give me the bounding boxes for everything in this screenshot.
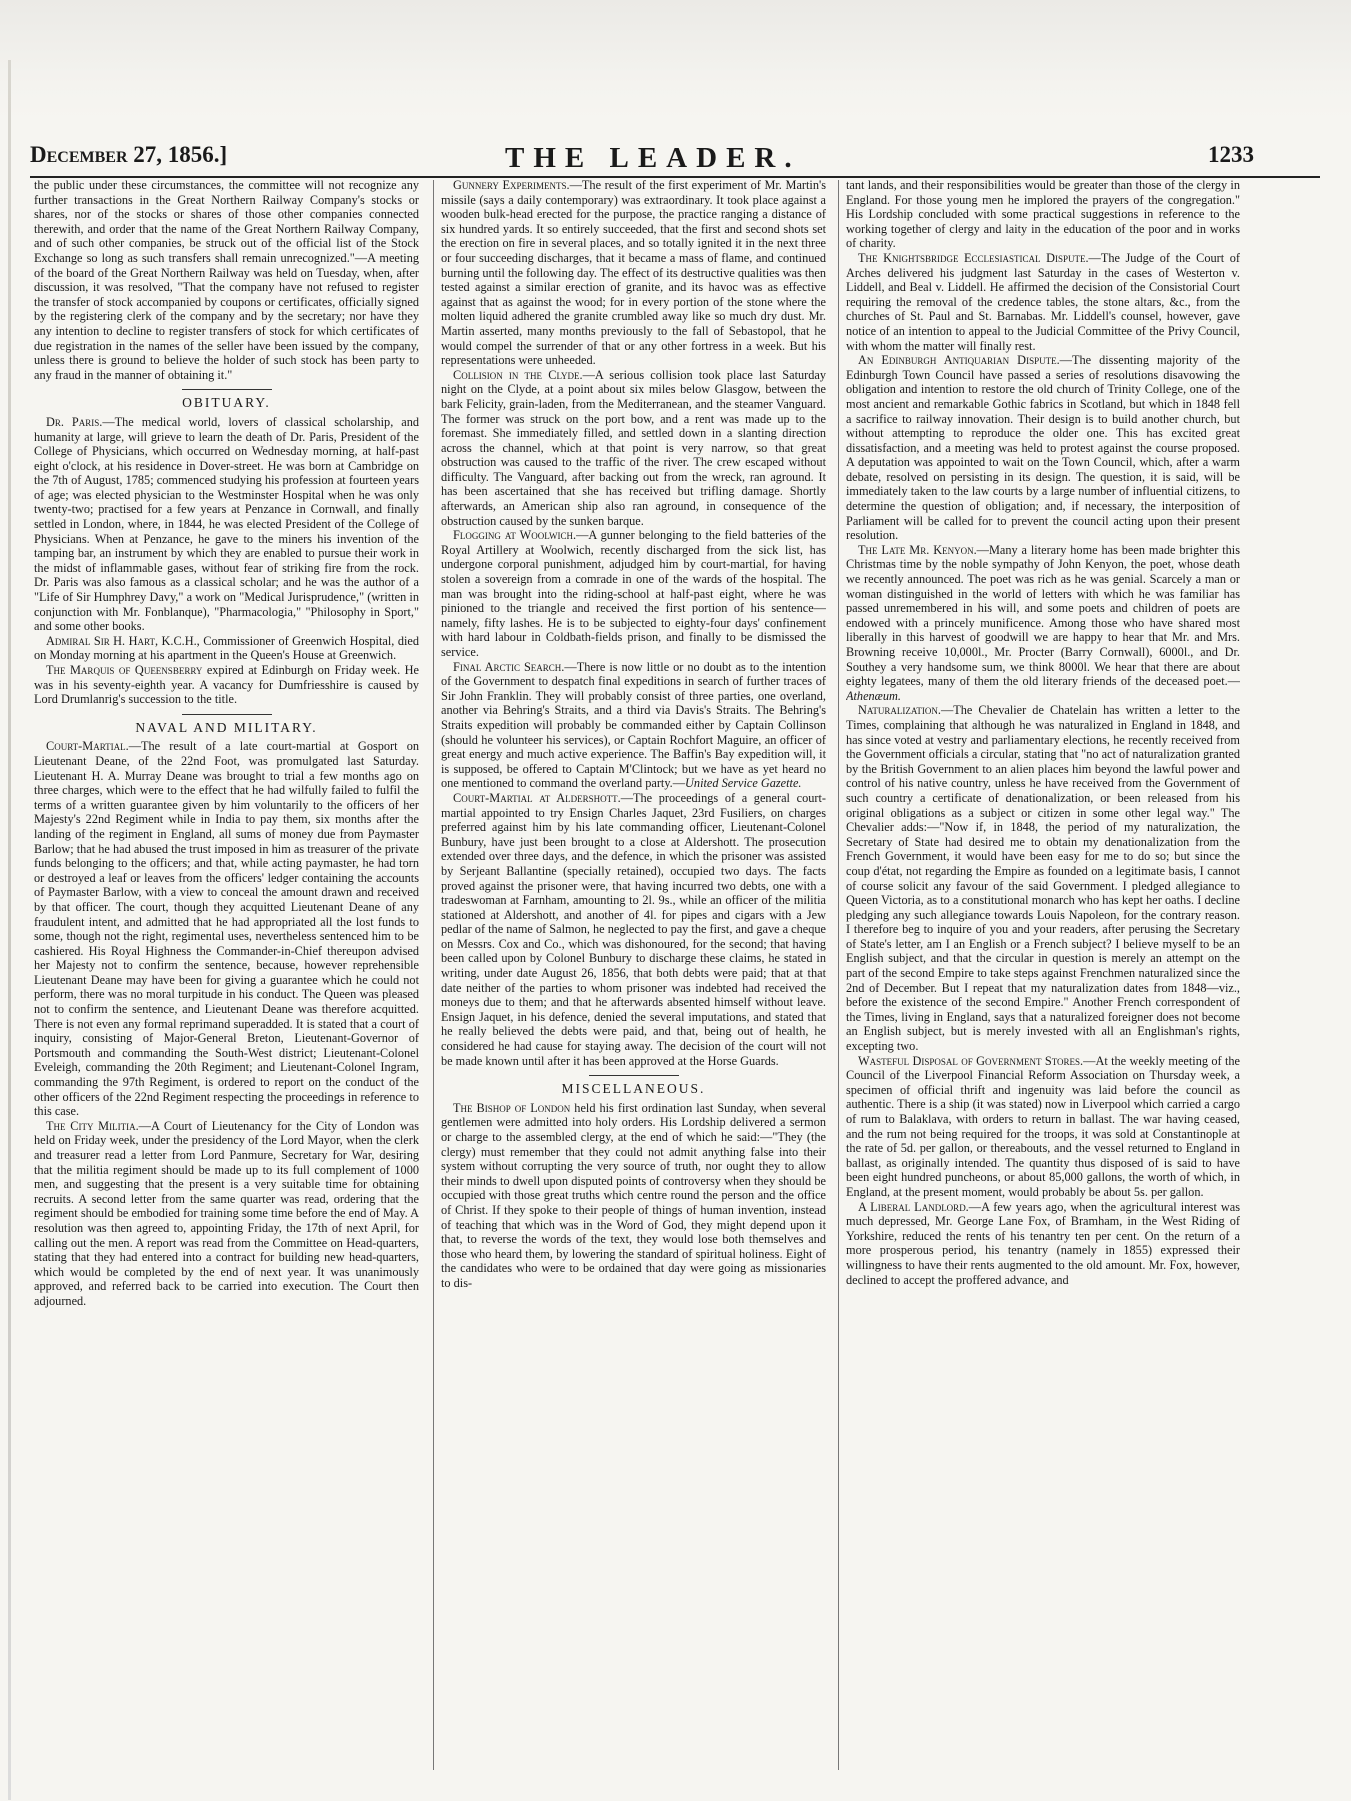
section-heading: NAVAL AND MILITARY. (135, 719, 318, 735)
article-gunnery (441, 178, 826, 368)
section-heading: MISCELLANEOUS. (561, 1081, 706, 1097)
article-paris (34, 415, 419, 634)
article-lead: The Late Mr. Kenyon. (858, 542, 977, 557)
article-body: —There is now little or no doubt as to the intention of the Government to despatch final expeditions in search of further traces of Sir John Franklin. They will probably consist of three parties, one overland, another via Behring's Straits, and a third via Davis's Straits. The Behring's Straits expedition will probably be commanded either by Captain Collinson (should he volunteer his services), or Captain Rochfort Maguire, an officer of great energy and much active experience. The Baffin's Bay expedition will, it is supposed, be offered to Captain M'Clintock; but we have as yet heard no one mentioned to command the overland party.— (441, 659, 826, 791)
article-lead: The City Militia. (46, 1118, 139, 1133)
article-body: expired at Edinburgh on Friday week. He was in his seventy-eighth year. A vacancy for Dumfriesshire is caused by Lord Drumlanrig's succession to the title. (34, 663, 419, 707)
article-lead: Wasteful Disposal of Government Stores. (858, 1053, 1084, 1068)
article-lead: Naturalization. (858, 703, 941, 718)
page-number: 1233 (1208, 142, 1254, 167)
article-body: held his first ordination last Sunday, when several gentlemen were admitted into holy orders. His Lordship delivered a sermon or charge to the assembled clergy, at the end of which he said:—"They (the clergy) must remember that they could not admit anything false into their system without corrupting the very source of truth, nor ought they to allow their minds to dwell upon disputed points of controversy when they should be occupied with those great truths which centre round the person and the office of Christ. If they spoke to their people of things of human invention, instead of teaching that which was in the Word of God, they might depend upon it that, to reverse the words of the text, they would lose both themselves and those who heard them, by lowering the standard of spiritual holiness. Eight of the candidates who were to be ordained that day were going as missionaries to dis- (441, 1100, 826, 1290)
article-liberal-landlord (846, 1200, 1240, 1288)
column-2 (441, 178, 826, 1773)
article-kenyon (846, 543, 1240, 704)
paragraph: the public under these circumstances, the committee will not recognize any further transactions in the Great Northern Railway Company's stocks or shares, nor of the stocks or shares of those other companies connected therewith, and order that the name of the Great Northern Railway Company, and of such other companies, be struck out of the official list of the Stock Exchange so long as such transfers shall remain unrecognized."—A meeting of the board of the Great Northern Railway was held on Tuesday, when, after discussion, it was resolved, "That the company have not refused to register the transfer of stock accompanied by coupons or certificates, officially signed by the registering clerk of the company and by the secretary; nor have they any intention to decline to register transfers of stock for which certificates of due registration in the names of the seller have been issued by the company, unless there is ground to believe the holder of such stock has been party to any fraud in the manner of obtaining it." (34, 178, 419, 382)
article-body: —The medical world, lovers of classical scholarship, and humanity at large, will grieve to learn the death of Dr. Paris, President of the College of Physicians, which occurred on Wednesday morning, at half-past eight o'clock, at his residence in Dover-street. He was born at Cambridge on the 7th of August, 1785; commenced studying his profession at fourteen years of age; was elected physician to the Westminster Hospital when he was only twenty-two; practised for a few years at Penzance in Cornwall, and finally settled in London, where, in 1844, he was elected President of the College of Physicians. When at Penzance, he gave to the miners his invention of the tamping bar, an instrument by which they are enabled to pursue their work in the midst of inflammable gases, without fear of striking fire from the rock. Dr. Paris was also famous as a classical scholar; and he was the author of a "Life of Sir Humphrey Davy," a work on "Medical Jurisprudence," (written in conjunction with Mr. Fonblanque), "Pharmacologia," "Philosophy in Sport," and some other books. (34, 414, 419, 634)
article-wasteful-disposal (846, 1054, 1240, 1200)
article-edinburgh (846, 353, 1240, 543)
scan-margin (0, 0, 1351, 120)
article-lead: Court-Martial at Aldershott. (453, 790, 621, 805)
article-body: —At the weekly meeting of the Council of the Liverpool Financial Reform Association on Thursday week, a specimen of official thrift and ingenuity was laid before the council as authentic. There is a ship (it was stated) now in Liverpool which carried a cargo of rum to Balaklava, with orders to return in ballast. The war having ceased, and the rum not being required for the troops, it was sold at Constantinople at the rate of 5d. per gallon, or thereabouts, and the vessel returned to England in ballast, as originally intended. The quantity thus disposed of is said to have been eight hundred puncheons, or about 85,000 gallons, the worth of which, in England, at the present moment, would probably be about 5s. per gallon. (846, 1053, 1240, 1199)
paragraph: tant lands, and their responsibilities would be greater than those of the clergy in England. For those young men he implored the prayers of the congregation." His Lordship concluded with some practical suggestions in reference to the working together of clergy and laity in the education of the poor and in works of charity. (846, 178, 1240, 251)
article-body: —The proceedings of a general court-martial appointed to try Ensign Charles Jaquet, 23rd Fusiliers, on charges preferred against him by his late commanding officer, Lieutenant-Colonel Bunbury, have just been brought to a close at Aldershott. The prosecution extended over three days, and the defence, in which the prisoner was assisted by Serjeant Ballantine (specially retained), occupied two days. The facts proved against the prisoner were, that having incurred two debts, one with a tradeswoman at Farnham, amounting to 2l. 9s., while an officer of the militia stationed at Aldershott, and another of 4l. for pipes and cigars with a Jew pedlar of the name of Salmon, he neglected to pay the first, and gave a cheque on Messrs. Cox and Co., which was dishonoured, for the second; that having been called upon by Colonel Bunbury to discharge these claims, he stated in writing, under date August 26, 1856, that both debts were paid; that at that date neither of the parties to whom prisoner was indebted had received the moneys due to them; and that he afterwards absented himself without leave. Ensign Jaquet, in his defence, denied the several imputations, and stated that he really believed the debts were paid, and that, being out of health, he considered he had cause for staying away. The decision of the court will not be made known until after it has been approved at the Horse Guards. (441, 790, 826, 1068)
article-body: —A Court of Lieutenancy for the City of London was held on Friday week, under the presidency of the Lord Mayor, when the clerk and treasurer read a letter from Lord Panmure, Secretary for War, desiring that the militia regiment should be made up to its full complement of 1000 men, and suggesting that the present is a very suitable time for obtaining recruits. A second letter from the same quarter was read, ordering that the regiment should be embodied for training some time before the end of May. A resolution was then agreed to, appointing Friday, the 17th of next April, for calling out the men. A report was read from the Committee on Head-quarters, stating that they had entered into a contract for building new head-quarters, which would be completed by the end of next year. It was unanimously approved, and referred back to be carried into execution. The Court then adjourned. (34, 1118, 419, 1308)
article-flogging (441, 528, 826, 659)
column-divider (433, 180, 434, 1770)
article-arctic (441, 660, 826, 791)
newspaper-title: THE LEADER. (505, 142, 801, 174)
article-body: Commissioner of Greenwich Hospital, died on Monday morning at his apartment in the Queen's House at Greenwich. (34, 633, 419, 663)
section-rule (182, 714, 272, 715)
article-lead: Admiral Sir H. Hart, K.C.H., (46, 633, 200, 648)
article-queensberry (34, 663, 419, 707)
section-heading: OBITUARY. (182, 395, 271, 411)
article-lead: The Marquis of Queensberry (46, 663, 203, 677)
article-bishop (441, 1101, 826, 1291)
article-body: —Many a literary home has been made brighter this Christmas time by the noble sympathy of John Kenyon, the poet, whose death we recently announced. The poet was rich as he was genial. Scarcely a man or woman distinguished in the world of letters with which he was familiar has passed unremembered in his will, and some poets and children of poets are endowed with a princely munificence. Among those who have shared most liberally in this harvest of goodwill we are happy to hear that Mr. and Mrs. Browning receive 10,000l., Mr. Procter (Barry Cornwall), 6000l., and Dr. Southey a very handsome sum, we think 8000l. We hear that there are about eighty legatees, many of them the old literary friends of the deceased poet.— (846, 542, 1240, 689)
article-lead: An Edinburgh Antiquarian Dispute. (858, 353, 1060, 368)
column-divider (838, 180, 839, 1770)
article-naturalization (846, 703, 1240, 1053)
article-body: —The Judge of the Court of Arches delivered his judgment last Saturday in the cases of Westerton v. Liddell, and Beal v. Liddell. He affirmed the decision of the Consistorial Court requiring the removal of the credence tables, the stone altars, &c., from the churches of St. Paul and St. Barnabas. Mr. Liddell's counsel, however, gave notice of an intention to appeal to the Judicial Committee of the Privy Council, with whom the matter will finally rest. (846, 250, 1240, 353)
article-body: —The Chevalier de Chatelain has written a letter to the Times, complaining that although he was naturalized in England in 1848, and has since voted at vestry and parliamentary elections, he recently received from the Government officials a circular, stating that "no act of naturalization granted by the British Government to an alien places him beyond the lawful power and control of his native country, unless he have received from the Government of such country a certificate of denationalization, or been released from his original obligations as a subject or citizen in some other legal way." The Chevalier adds:—"Now if, in 1848, the period of my naturalization, the Secretary of State had desired me to obtain my denationalization from the French Government, it would have been easy for me to do so; but since the coup d'état, not regarding the Empire as founded on a legitimate basis, I cannot of course solicit any favour of the said Government. I pledged allegiance to Queen Victoria, as to a constitutional monarch who has kept her oaths. I decline pledging any such allegiance towards Louis Napoleon, for the contrary reason. I therefore beg to inquire of you and your readers, after perusing the Secretary of State's letter, am I an English or a French subject? I believe myself to be an English subject, and that the circular in question is merely an attempt on the part of the second Empire to take steps against Frenchmen naturalized since the 2nd of December. But I repeat that my naturalization dates from 1848—viz., before the existence of the second Empire." Another French correspondent of the Times, living in England, says that a naturalized foreigner does not become an English subject, but is merely invested with all an Englishman's rights, excepting two. (846, 703, 1240, 1054)
section-rule (589, 1075, 679, 1076)
article-lead: Gunnery Experiments. (453, 178, 570, 192)
article-body: —The result of a late court-martial at Gosport on Lieutenant Deane, of the 22nd Foot, was promulgated last Saturday. Lieutenant H. A. Murray Deane was brought to trial a few months ago on three charges, which were to the effect that he had wilfully failed to fulfil the terms of a written guarantee given by him voluntarily to the officers of her Majesty's 22nd Regiment while in India to pay them, six months after the landing of the regiment in England, all sums of money due from Paymaster Barlow; that he had abused the trust imposed in him as treasurer of the private funds belonging to the officers; and that, while acting paymaster, he had torn or destroyed a leaf or leaves from the officers' ledger containing the accounts of Paymaster Barlow, with a view to conceal the amount drawn and received by that officer. The court, though they acquitted Lieutenant Deane of any fraudulent intent, and admitted that he had appropriated all the lost funds to some, though not the right, regimental uses, nevertheless sentenced him to be cashiered. His Royal Highness the Commander-in-Chief thereupon advised her Majesty not to confirm the sentence, because, however reprehensible Lieutenant Deane may have been for giving a guarantee which he could not perform, there was no moral turpitude in his conduct. The Queen was pleased not to confirm the sentence, and Lieutenant Deane was therefore acquitted. There is not even any formal reprimand superadded. It is stated that a court of inquiry, consisting of Major-General Breton, Lieutenant-Governor of Portsmouth and commanding the South-West district; Lieutenant-Colonel Eveleigh, commanding the 20th Regiment; and Lieutenant-Colonel Ingram, commanding the 97th Regiment, is ordered to report on the conduct of the other officers of the 22nd Regiment respecting the proceedings in reference to this case. (34, 739, 419, 1119)
article-aldershott (441, 791, 826, 1068)
article-lead: Flogging at Woolwich. (453, 528, 577, 543)
article-collision (441, 368, 826, 529)
column-3 (846, 178, 1240, 1773)
article-body: —The result of the first experiment of Mr. Martin's missile (says a daily contemporary) was extraordinary. It took place against a wooden bulk-head erected for the purpose, the practice ranging a distance of six hundred yards. It so entirely succeeded, that the first and second shots set the erection on fire in several places, and so totally ignited it in the next three or four succeeding discharges, that it became a mass of flame, and continued burning until the following day. The effect of its destructive qualities was then tested against a similar erection of granite, and its havoc was as effective against that as against the wood; for in every portion of the stone where the molten liquid adhered the granite crumbled away like so much dry dust. Mr. Martin asserted, many months previously to the fall of Sebastopol, that he would compel the surrender of that or any other fortress in a week. But his representations were unheeded. (441, 178, 826, 368)
issue-date: December 27, 1856.] (30, 142, 228, 167)
article-body: —A serious collision took place last Saturday night on the Clyde, at a point about six miles below Glasgow, between the bark Felicity, grain-laden, from the Mediterranean, and the steamer Vanguard. The former was struck on the port bow, and a rent was made up to the foremast. She immediately filled, and settled down in a slanting direction across the channel, which at that point is very narrow, so that great obstruction was caused to the traffic of the river. The crew escaped without difficulty. The Vanguard, after backing out from the wreck, ran aground. It has been ascertained that she has received but trifling damage. Shortly afterwards, an American ship also ran aground, in consequence of the obstruction caused by the sunken barque. (441, 367, 826, 528)
section-rule (182, 389, 272, 390)
article-body: —A gunner belonging to the field batteries of the Royal Artillery at Woolwich, recently discharged from the sick list, has undergone corporal punishment, adjudged him by court-martial, for having stolen a sovereign from a comrade in one of the wards of the hospital. The man was brought into the riding-school at half-past eight, where he was pinioned to the triangle and received the first portion of his sentence—namely, fifty lashes. He is to be subjected to eighty-four days' confinement with hard labour in Coldbath-fields prison, and finally to be dismissed the service. (441, 528, 826, 659)
article-lead: The Bishop of London (453, 1100, 571, 1115)
article-lead: A Liberal Landlord. (858, 1199, 969, 1214)
article-city-militia (34, 1119, 419, 1309)
article-source: United Service Gazette. (685, 776, 802, 791)
article-lead: Final Arctic Search. (453, 659, 565, 674)
article-court-martial (34, 739, 419, 1118)
article-body: —A few years ago, when the agricultural interest was much depressed, Mr. George Lane Fox, of Bramham, in the West Riding of Yorkshire, reduced the rents of his tenantry ten per cent. On the return of a more prosperous period, his tenantry (namely in 1855) expressed their willingness to have their rents augmented to the old amount. Mr. Fox, however, declined to accept the proffered advance, and (846, 1199, 1240, 1287)
article-lead: Court-Martial. (46, 739, 129, 754)
article-body: —The dissenting majority of the Edinburgh Town Council have passed a series of resolutions disavowing the obligation and intention to restore the old church of Trinity College, one of the most ancient and remarkable Gothic fabrics in Scotland, but which in 1848 fell a sacrifice to railway innovation. Their design is to build another church, but without attempting to reproduce the older one. This has excited great dissatisfaction, and a meeting was held to protest against the course proposed. A deputation was appointed to wait on the Town Council, which, after a warm debate, resolved on persisting in its design. The question, it is said, will be immediately taken to the law courts by a large number of influential citizens, to determine the question of obligation; and, if necessary, the interposition of Parliament will be called for to prevent the council acting upon their present resolution. (846, 353, 1240, 543)
column-1 (34, 178, 419, 1773)
article-lead: Collision in the Clyde. (453, 367, 583, 382)
article-source: Athenæum. (846, 688, 901, 703)
article-lead: Dr. Paris. (46, 414, 103, 429)
binding-edge (8, 60, 11, 1800)
article-hart (34, 634, 419, 663)
article-knightsbridge (846, 251, 1240, 353)
article-lead: The Knightsbridge Ecclesiastical Dispute. (858, 250, 1089, 265)
